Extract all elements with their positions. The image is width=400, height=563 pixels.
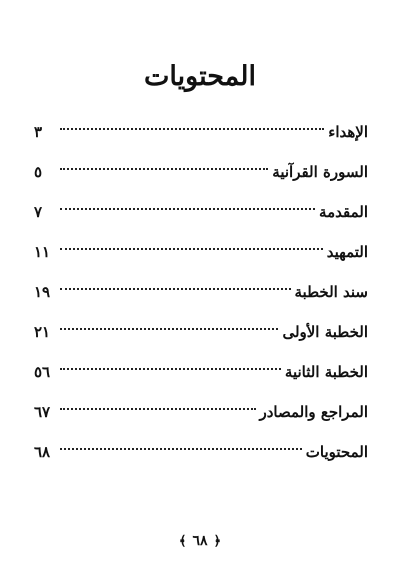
dot-leader — [60, 328, 278, 330]
toc-entry — [34, 192, 368, 232]
page-number: ٦٨ — [192, 533, 208, 549]
toc-entry-label: المقدمة — [319, 203, 368, 221]
toc-entry-page: ٥ — [34, 163, 43, 181]
toc-entry-page: ٥٦ — [34, 363, 51, 381]
toc-entry-page: ٧ — [34, 203, 43, 221]
dot-leader — [60, 368, 281, 370]
toc-entry — [34, 352, 368, 392]
toc-entry-label: الخطبة الثانية — [284, 363, 368, 381]
toc-entry-label: الخطبة الأولى — [282, 323, 368, 341]
toc-entry — [34, 272, 368, 312]
toc-entry-page: ٢١ — [34, 323, 51, 341]
dot-leader — [60, 208, 315, 210]
toc-entry-page: ٣ — [34, 123, 43, 141]
toc-entry-page: ٦٧ — [34, 403, 51, 421]
page-footer — [0, 533, 400, 549]
dot-leader — [60, 168, 268, 170]
toc-entry — [34, 432, 368, 472]
ornament-bracket-icon: ﴿ — [213, 534, 222, 549]
toc-entry-page: ٦٨ — [34, 443, 51, 461]
toc-entry — [34, 152, 368, 192]
page-title: المحتويات — [143, 61, 257, 92]
toc-entry-page: ١١ — [34, 243, 51, 261]
toc-entry-label: المراجع والمصادر — [259, 403, 368, 421]
dot-leader — [60, 248, 323, 250]
dot-leader — [60, 408, 256, 410]
dot-leader — [60, 288, 291, 290]
toc-entry — [34, 232, 368, 272]
toc-entry-label: سند الخطبة — [294, 283, 368, 301]
toc-entry — [34, 392, 368, 432]
toc-entry-label: التمهيد — [326, 243, 368, 261]
ornament-bracket-icon: ﴾ — [178, 534, 187, 549]
toc-entry-label: الإهداء — [328, 123, 368, 141]
table-of-contents — [34, 112, 368, 472]
dot-leader — [60, 128, 324, 130]
toc-entry-label: المحتويات — [305, 443, 368, 461]
dot-leader — [60, 448, 302, 450]
toc-entry-page: ١٩ — [34, 283, 51, 301]
toc-entry — [34, 312, 368, 352]
toc-entry-label: السورة القرآنية — [272, 163, 368, 181]
toc-entry — [34, 112, 368, 152]
